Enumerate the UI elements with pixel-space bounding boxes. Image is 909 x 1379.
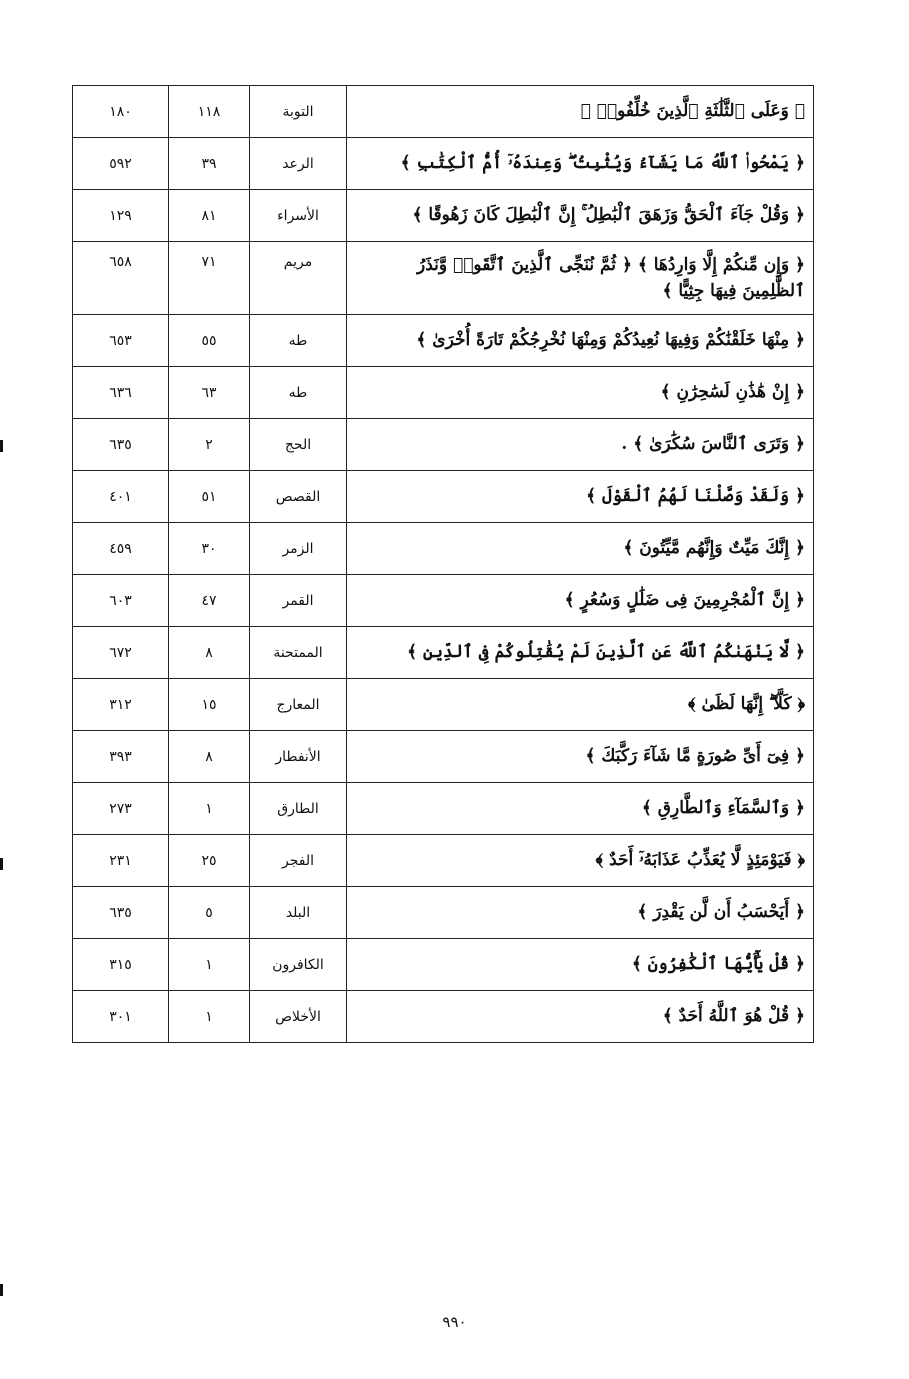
verse-cell: ﴿ وَعَلَى ٱلثَّلَٰثَةِ ٱلَّذِينَ خُلِّفُوا۟ ﴾ [347,86,814,138]
scan-margin-mark [0,440,3,452]
table-row [73,471,814,523]
surah-name-cell: الزمر [250,523,347,575]
ayah-number-cell: ١ [169,939,250,991]
table-row [73,86,814,138]
verse-cell: ﴿ إِنَّكَ مَيِّتٌ وَإِنَّهُم مَّيِّتُونَ ﴾ [347,523,814,575]
scan-margin-mark [0,858,3,870]
page-reference-cell: ٦٠٣ [73,575,169,627]
page-reference-cell: ٣١٢ [73,679,169,731]
verse-index-body [73,86,814,1043]
ayah-number-cell: ٣٩ [169,138,250,190]
table-row [73,783,814,835]
page-reference-cell: ٦٧٢ [73,627,169,679]
page-reference-cell: ٢٧٣ [73,783,169,835]
scan-margin-mark [0,1284,3,1296]
page-reference-cell: ١٢٩ [73,190,169,242]
ayah-number-cell: ٨ [169,731,250,783]
page-reference-cell: ٣٩٣ [73,731,169,783]
ayah-number-cell: ٥١ [169,471,250,523]
page-reference-cell: ٣٠١ [73,991,169,1043]
page-reference-cell: ٤٠١ [73,471,169,523]
page-reference-cell: ٣١٥ [73,939,169,991]
ayah-number-cell: ١ [169,783,250,835]
page-number: ٩٩٠ [442,1313,467,1331]
surah-name-cell: الأخلاص [250,991,347,1043]
table-row [73,367,814,419]
ayah-number-cell: ٦٣ [169,367,250,419]
verse-cell: ﴿ إِنَّ ٱلْمُجْرِمِينَ فِى ضَلَٰلٍ وَسُعُرٍ ﴾ [347,575,814,627]
surah-name-cell: الممتحنة [250,627,347,679]
table-row [73,679,814,731]
verse-cell: ﴿ مِنْهَا خَلَقْنَٰكُمْ وَفِيهَا نُعِيدُكُمْ وَمِنْهَا نُخْرِجُكُمْ تَارَةً أُخْرَىٰ ﴾ [347,315,814,367]
table-row [73,731,814,783]
table-row [73,138,814,190]
page-reference-cell: ١٨٠ [73,86,169,138]
page-reference-cell: ٢٣١ [73,835,169,887]
verse-cell: ﴿ إِنْ هَٰذَٰنِ لَسَٰحِرَٰنِ ﴾ [347,367,814,419]
ayah-number-cell: ٤٧ [169,575,250,627]
table-row [73,575,814,627]
ayah-number-cell: ١٥ [169,679,250,731]
surah-name-cell: القمر [250,575,347,627]
table-row [73,242,814,315]
table-row [73,190,814,242]
verse-cell: ﴿ أَيَحْسَبُ أَن لَّن يَقْدِرَ ﴾ [347,887,814,939]
surah-name-cell: القصص [250,471,347,523]
table-row [73,315,814,367]
page-reference-cell: ٦٣٥ [73,419,169,471]
table-row [73,991,814,1043]
page-reference-cell: ٥٩٢ [73,138,169,190]
verse-cell: ﴿ وَقُلْ جَآءَ ٱلْحَقُّ وَزَهَقَ ٱلْبَٰطِلُ ۚ إِنَّ ٱلْبَٰطِلَ كَانَ زَهُوقًا ﴾ [347,190,814,242]
surah-name-cell: التوبة [250,86,347,138]
surah-name-cell: الحج [250,419,347,471]
ayah-number-cell: ٧١ [169,242,250,315]
surah-name-cell: الرعد [250,138,347,190]
ayah-number-cell: ١ [169,991,250,1043]
verse-cell: ﴿ قُلْ يَٰٓأَيُّهَا ٱلْكَٰفِرُونَ ﴾ [347,939,814,991]
surah-name-cell: الأسراء [250,190,347,242]
verse-index-table [72,85,814,1043]
table-row [73,939,814,991]
verse-cell: ﴿ وَٱلسَّمَآءِ وَٱلطَّارِقِ ﴾ [347,783,814,835]
table-row [73,523,814,575]
page-reference-cell: ٤٥٩ [73,523,169,575]
surah-name-cell: المعارج [250,679,347,731]
surah-name-cell: البلد [250,887,347,939]
surah-name-cell: الكافرون [250,939,347,991]
surah-name-cell: مريم [250,242,347,315]
verse-cell: ﴿ فَيَوْمَئِذٍ لَّا يُعَذِّبُ عَذَابَهُۥٓ أَحَدٌ ﴾ [347,835,814,887]
page-reference-cell: ٦٣٥ [73,887,169,939]
table-row [73,835,814,887]
surah-name-cell: الفجر [250,835,347,887]
ayah-number-cell: ٢٥ [169,835,250,887]
ayah-number-cell: ٣٠ [169,523,250,575]
surah-name-cell: الأنفطار [250,731,347,783]
verse-cell: ﴿ وَلَقَدْ وَصَّلْنَا لَهُمُ ٱلْقَوْلَ ﴾ [347,471,814,523]
surah-name-cell: طه [250,367,347,419]
surah-name-cell: الطارق [250,783,347,835]
ayah-number-cell: ٢ [169,419,250,471]
ayah-number-cell: ١١٨ [169,86,250,138]
verse-cell: ﴿ قُلْ هُوَ ٱللَّهُ أَحَدٌ ﴾ [347,991,814,1043]
table-row [73,627,814,679]
verse-cell: ﴿ كَلَّآ ۖ إِنَّهَا لَظَىٰ ﴾ [347,679,814,731]
surah-name-cell: طه [250,315,347,367]
table-row [73,419,814,471]
verse-cell: ﴿ وَتَرَى ٱلنَّاسَ سُكَٰرَىٰ ﴾ . [347,419,814,471]
verse-cell: ﴿ لَّا يَنْهَىٰكُمُ ٱللَّهُ عَنِ ٱلَّذِينَ لَمْ يُقَٰتِلُوكُمْ فِى ٱلدِّينِ ﴾ [347,627,814,679]
verse-cell: ﴿ يَمْحُوا۟ ٱللَّهُ مَا يَشَآءُ وَيُثْبِتُ ۖ وَعِندَهُۥٓ أُمُّ ٱلْكِتَٰبِ ﴾ [347,138,814,190]
page-reference-cell: ٦٣٦ [73,367,169,419]
page-reference-cell: ٦٥٨ [73,242,169,315]
verse-cell: ﴿ وَإِن مِّنكُمْ إِلَّا وَارِدُهَا ﴾ ﴿ ثُمَّ نُنَجِّى ٱلَّذِينَ ٱتَّقَوا۟ وَّنَذَرُ ٱلظَّٰلِمِينَ فِيهَا جِثِيًّا ﴾ [347,242,814,315]
ayah-number-cell: ٥٥ [169,315,250,367]
ayah-number-cell: ٨ [169,627,250,679]
ayah-number-cell: ٥ [169,887,250,939]
table-row [73,887,814,939]
page-reference-cell: ٦٥٣ [73,315,169,367]
verse-cell: ﴿ فِىٓ أَىِّ صُورَةٍ مَّا شَآءَ رَكَّبَكَ ﴾ [347,731,814,783]
ayah-number-cell: ٨١ [169,190,250,242]
